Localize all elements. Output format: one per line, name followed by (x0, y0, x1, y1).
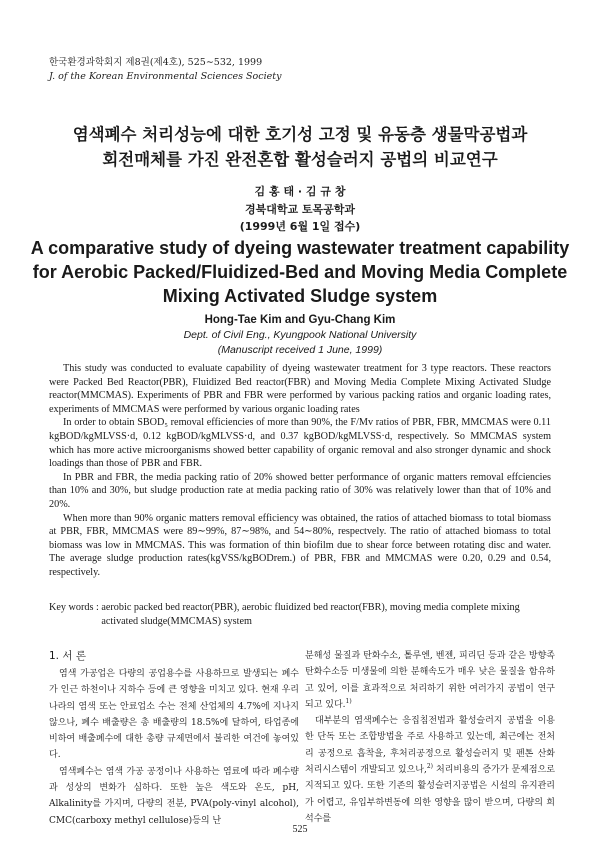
page-number: 525 (292, 824, 308, 835)
body-column-left (49, 648, 299, 829)
abstract-paragraph: In order to obtain SBOD₅ removal efficiencies of more than 90%, the F/Mv ratios of PBR, FBR, MMCMAS were 0.11 kgBOD/kgMLVSS·d, 0.12 kgBOD/kgMLVSS·d, and 0.37 kgBOD/kgMLVSS·d, respectively. So MMCMAS system which has more active microorganisms showed better capability of organic removal and also stronger dynamic and shock loadings than those of PBR and FBR. (49, 417, 551, 470)
body-paragraph-text: 처리비용의 증가가 문제점으로 지적되고 있다. 또한 기존의 활성슬러지공법은 시설의 유지관리가 어렵고, 유입부하변동에 의한 영향을 많이 받으며, 다량의 희석수를 (305, 765, 556, 824)
reference-marker: 1) (345, 697, 352, 705)
journal-name-english: J. of the Korean Environmental Sciences Society (49, 71, 282, 82)
body-paragraph (305, 713, 555, 827)
keywords-value: aerobic packed bed reactor(PBR), aerobic fluidized bed reactor(FBR), moving media complete mixing activated sludge(MMCMAS) system (101, 602, 520, 627)
korean-author-names: 김 홍 태 · 김 규 창 (254, 185, 346, 198)
abstract-paragraph: In PBR and FBR, the media packing ratio of 20% showed better performance of organic matters removal effciencies than 10% and 30%, but sludge production rate at media packing ratio of 30% was relatively lower than that of 10% and 20%. (49, 471, 551, 510)
english-title-line-3: Mixing Activated Sludge system (162, 286, 438, 306)
reference-marker: 2) (426, 763, 434, 771)
korean-title-line-2: 회전매체를 가진 완전혼합 활성슬러지 공법의 비교연구 (102, 150, 498, 169)
abstract (49, 362, 551, 580)
body-column-right (305, 648, 555, 827)
english-author-block (0, 313, 600, 358)
body-paragraph: 염색폐수는 염색 가공 공정이나 사용하는 염료에 따라 폐수량과 성상의 변화가 심하다. 또한 높은 색도와 온도, pH, Alkalinity를 가지며, 다량의 전분, PVA(poly-vinyl alcohol), CMC(carboxy methyl cellulose)등의 난 (49, 766, 299, 826)
korean-title (0, 122, 600, 172)
english-author-names: Hong-Tae Kim and Gyu-Chang Kim (204, 314, 396, 326)
journal-citation-korean: 한국환경과학회지 제8권(제4호), 525∼532, 1999 (49, 57, 263, 68)
korean-title-line-1: 염색폐수 처리성능에 대한 호기성 고정 및 유동층 생물막공법과 (72, 125, 528, 144)
english-title-line-1: A comparative study of dyeing wastewater treatment capability (30, 238, 570, 258)
abstract-paragraph: When more than 90% organic matters removal efficiency was obtained, the ratios of attached biomass to total biomass at PBR, FBR, MMCMAS were 89∼99%, 87∼98%, and 54∼80%, respectvely. The ratio of attached biomass to total biomass was low in MMCMAS. This was formation of thin biofilm due to shear force between rotating disc and water. The average sludge production rates(kgVSS/kgBODrem.) of PBR, FBR and MMCMAS were 0.20, 0.29 and 0.54, respectively. (49, 512, 551, 578)
body-paragraph (305, 648, 555, 713)
korean-affiliation: 경북대학교 토목공학과 (244, 202, 356, 216)
english-title-line-2: for Aerobic Packed/Fluidized-Bed and Moving Media Complete (32, 262, 568, 282)
body-paragraph: 염색 가공업은 다량의 공업용수를 사용하므로 발생되는 폐수가 인근 하천이나 지하수 등에 큰 영향을 미치고 있다. 현재 우리나라의 염색 또는 안료업소 수는 전체 산업체의 4.7%에 지나지 않으나, 폐수 배출량은 총 배출량의 18.5%에 달하여, 타업종에 비하여 배출폐수에 대한 총량 규제면에서 불리한 여건에 놓여있다. (49, 669, 299, 761)
korean-received-date: (1999년 6월 1일 접수) (239, 220, 361, 233)
keywords (49, 601, 559, 629)
english-received-date: (Manuscript received 1 June, 1999) (217, 344, 383, 356)
section-heading-introduction: 1. 서 론 (49, 650, 86, 662)
keywords-label: Key words : (49, 602, 102, 613)
body-paragraph-text: 분해성 물질과 탄화수소, 톨루엔, 벤젠, 피리딘 등과 같은 방향족 탄화수소등 미생물에 의한 분해속도가 매우 낮은 물질을 함유하고 있어, 이를 효과적으로 처리하기 위한 여러가지 공법이 연구되고 있다. (305, 651, 555, 710)
journal-header (49, 56, 281, 84)
english-affiliation: Dept. of Civil Eng., Kyungpook National University (183, 329, 417, 341)
korean-author-block (0, 183, 600, 236)
english-title (0, 236, 600, 308)
abstract-paragraph: This study was conducted to evaluate capability of dyeing wastewater treatment for 3 type reactors. These reactors were Packed Bed Reactor(PBR), Fluidized Bed reactor(FBR) and Moving Media Complete Mixing Activated Sludge reactor(MMCMAS). Experiments of PBR and FBR were performed by various packing ratios and organic loading rates, experiments of MMCMAS were performed by various organic loading rates (49, 363, 551, 415)
body-paragraph-text: 대부분의 염색폐수는 응집침전법과 활성슬러지 공법을 이용한 단독 또는 조합방법을 주로 사용하고 있는데, 최근에는 전처리 공정으로 흡착을, 후처리공정으로 활성슬러지 및 펜톤 산화 처리시스템이 개발되고 있으나, (305, 716, 555, 776)
